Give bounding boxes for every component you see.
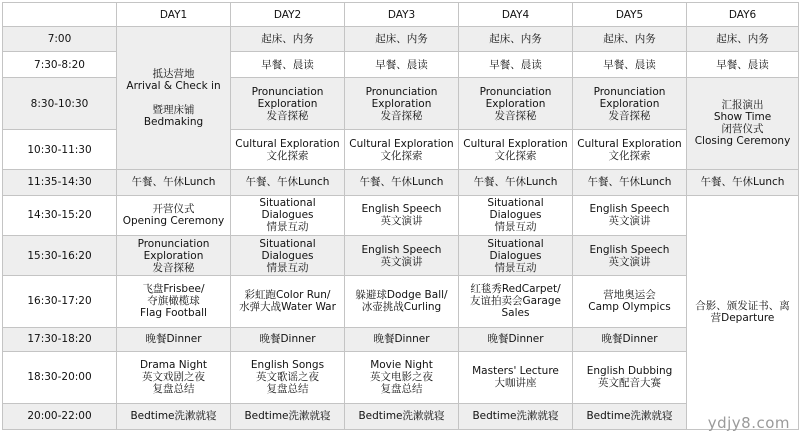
cell-line: English Songs (250, 359, 325, 372)
cell-line: 英文配音大赛 (598, 377, 661, 390)
cell-line: 夺旗橄榄球 (147, 295, 200, 308)
cell-line: 起床、内务 (603, 33, 656, 46)
cell-line: 情景互动 (494, 221, 537, 234)
cell-line: English Dubbing (586, 365, 673, 378)
cell-line: English Speech (361, 203, 442, 216)
activity-cell (117, 327, 231, 351)
activity-cell (573, 236, 687, 276)
activity-cell (573, 130, 687, 169)
time-slot: 15:30-16:20 (3, 236, 117, 276)
activity-cell (117, 195, 231, 235)
activity-cell (117, 403, 231, 429)
day-header: DAY5 (573, 3, 687, 27)
cell-line: Pronunciation (137, 237, 210, 250)
cell-line: 早餐、晨读 (261, 58, 314, 71)
cell-line: 冰壶挑战Curling (361, 301, 442, 314)
cell-line: Cultural Exploration (349, 137, 454, 150)
activity-cell (459, 327, 573, 351)
day-header: DAY1 (117, 3, 231, 27)
cell-line: Opening Ceremony (122, 215, 225, 228)
activity-cell (231, 78, 345, 130)
activity-cell (573, 276, 687, 327)
cell-line: Exploration (143, 249, 204, 262)
activity-cell (459, 27, 573, 52)
cell-line: Bedtime洗漱就寝 (472, 410, 559, 423)
activity-cell (231, 351, 345, 403)
activity-cell (345, 130, 459, 169)
activity-cell (345, 52, 459, 78)
cell-line: English Speech (589, 203, 670, 216)
cell-line: 水弹大战Water War (239, 301, 336, 314)
activity-cell (459, 351, 573, 403)
day6-departure-cell (687, 195, 799, 429)
table-row (3, 403, 799, 429)
activity-cell (345, 403, 459, 429)
activity-cell (231, 276, 345, 327)
time-slot: 16:30-17:20 (3, 276, 117, 327)
cell-line: 英文演讲 (608, 255, 651, 268)
cell-line: 文化探索 (494, 149, 537, 162)
cell-line: 午餐、午休Lunch (587, 176, 672, 189)
activity-cell (231, 52, 345, 78)
cell-line: 发音探秘 (608, 109, 651, 122)
activity-cell (573, 403, 687, 429)
activity-cell (459, 195, 573, 235)
table-row (3, 276, 799, 327)
cell-line: 发音探秘 (152, 261, 195, 274)
cell-line: 午餐、午休Lunch (359, 176, 444, 189)
day-header: DAY6 (687, 3, 799, 27)
cell-line: 晚餐Dinner (145, 333, 202, 346)
cell-line: 抵达营地 (152, 67, 195, 80)
activity-cell (345, 276, 459, 327)
activity-cell (459, 403, 573, 429)
cell-line: 起床、内务 (716, 33, 769, 46)
day-header: DAY3 (345, 3, 459, 27)
time-slot: 7:30-8:20 (3, 52, 117, 78)
cell-line: Drama Night (139, 359, 208, 372)
cell-line: 早餐、晨读 (489, 58, 542, 71)
activity-cell (573, 351, 687, 403)
activity-cell (231, 27, 345, 52)
cell-line: Movie Night (370, 359, 433, 372)
cell-line: 晚餐Dinner (601, 333, 658, 346)
cell-line: 暨理床铺 (152, 103, 195, 116)
cell-line: Exploration (485, 97, 546, 110)
cell-line: 起床、内务 (489, 33, 542, 46)
activity-cell (117, 169, 231, 195)
activity-cell (117, 351, 231, 403)
table-row (3, 351, 799, 403)
cell-line: 午餐、午休Lunch (700, 176, 785, 189)
cell-line: 复盘总结 (380, 383, 423, 396)
cell-line: 大咖讲座 (494, 377, 537, 390)
day6-showtime-cell (687, 78, 799, 169)
cell-line: Bedtime洗漱就寝 (586, 410, 673, 423)
cell-line: 午餐、午休Lunch (131, 176, 216, 189)
cell-line: 英文电影之夜 (370, 371, 433, 384)
activity-cell (345, 236, 459, 276)
cell-line: Situational Dialogues (487, 237, 544, 262)
table-row (3, 169, 799, 195)
cell-line: English Speech (361, 243, 442, 256)
cell-line: 合影、颁发证书、离 (695, 300, 790, 313)
time-slot: 18:30-20:00 (3, 351, 117, 403)
activity-cell (117, 276, 231, 327)
cell-line: Arrival & Check in (126, 79, 221, 92)
cell-line: Pronunciation (365, 85, 438, 98)
cell-line: 英文演讲 (380, 215, 423, 228)
activity-cell (573, 327, 687, 351)
cell-line: Pronunciation (593, 85, 666, 98)
activity-cell (231, 130, 345, 169)
corner-cell (3, 3, 117, 27)
cell-line: Bedmaking (143, 115, 204, 128)
cell-line: 营地奥运会 (603, 289, 656, 302)
activity-cell (687, 27, 799, 52)
cell-line: English Speech (589, 243, 670, 256)
cell-line: 晚餐Dinner (259, 333, 316, 346)
cell-line: 复盘总结 (266, 383, 309, 396)
table-row (3, 195, 799, 235)
activity-cell (687, 52, 799, 78)
activity-cell (231, 236, 345, 276)
day-header: DAY4 (459, 3, 573, 27)
cell-line: 彩虹跑Color Run/ (244, 289, 331, 302)
activity-cell (345, 351, 459, 403)
cell-line: 文化探索 (608, 149, 651, 162)
cell-line: 文化探索 (380, 149, 423, 162)
time-slot: 20:00-22:00 (3, 403, 117, 429)
activity-cell (573, 52, 687, 78)
activity-cell (459, 78, 573, 130)
cell-line: 友谊拍卖会Garage (470, 295, 561, 308)
cell-line: 发音探秘 (266, 109, 309, 122)
activity-cell (573, 78, 687, 130)
cell-line: 午餐、午休Lunch (473, 176, 558, 189)
cell-line: 飞盘Frisbee/ (142, 283, 205, 296)
cell-line: Situational Dialogues (259, 237, 316, 262)
activity-cell (459, 130, 573, 169)
cell-line: 情景互动 (494, 261, 537, 274)
time-slot: 14:30-15:20 (3, 195, 117, 235)
activity-cell (459, 52, 573, 78)
cell-line: 早餐、晨读 (375, 58, 428, 71)
cell-line: Exploration (257, 97, 318, 110)
cell-line: Bedtime洗漱就寝 (244, 410, 331, 423)
cell-line: 早餐、晨读 (716, 58, 769, 71)
cell-line: 英文戏剧之夜 (142, 371, 205, 384)
activity-cell (573, 169, 687, 195)
time-slot: 10:30-11:30 (3, 130, 117, 169)
cell-line: Masters' Lecture (472, 365, 559, 378)
activity-cell (459, 169, 573, 195)
cell-line: 起床、内务 (375, 33, 428, 46)
cell-line: 闭营仪式 (721, 123, 764, 136)
cell-line: Exploration (599, 97, 660, 110)
cell-line: 躲避球Dodge Ball/ (355, 289, 448, 302)
cell-line: Situational Dialogues (259, 197, 316, 222)
cell-line: Flag Football (140, 307, 207, 320)
schedule-table (2, 2, 799, 430)
cell-line: 晚餐Dinner (373, 333, 430, 346)
cell-line: Pronunciation (479, 85, 552, 98)
cell-line: Bedtime洗漱就寝 (358, 410, 445, 423)
activity-cell (459, 276, 573, 327)
header-row (3, 3, 799, 27)
time-slot: 17:30-18:20 (3, 327, 117, 351)
activity-cell (231, 327, 345, 351)
cell-line: 发音探秘 (380, 109, 423, 122)
table-row (3, 327, 799, 351)
time-slot: 7:00 (3, 27, 117, 52)
activity-cell (459, 236, 573, 276)
cell-line: Show Time (713, 111, 772, 124)
day-header: DAY2 (231, 3, 345, 27)
day1-arrival-cell (117, 27, 231, 170)
cell-line: Cultural Exploration (235, 137, 340, 150)
cell-line: Cultural Exploration (577, 137, 682, 150)
cell-line: 复盘总结 (152, 383, 195, 396)
cell-line: 情景互动 (266, 261, 309, 274)
cell-line: 文化探索 (266, 149, 309, 162)
cell-line: 英文歌谣之夜 (256, 371, 319, 384)
activity-cell (231, 169, 345, 195)
activity-cell (573, 195, 687, 235)
table-row (3, 27, 799, 52)
cell-line: 红毯秀RedCarpet/ (470, 283, 561, 296)
time-slot: 8:30-10:30 (3, 78, 117, 130)
cell-line: 开营仪式 (152, 203, 195, 216)
cell-line (119, 92, 228, 104)
activity-cell (345, 78, 459, 130)
activity-cell (345, 169, 459, 195)
cell-line: 情景互动 (266, 221, 309, 234)
activity-cell (117, 236, 231, 276)
cell-line: 午餐、午休Lunch (245, 176, 330, 189)
cell-line: Situational Dialogues (487, 197, 544, 222)
watermark: ydjy8.com (707, 414, 790, 432)
cell-line: Exploration (371, 97, 432, 110)
cell-line: Camp Olympics (588, 301, 671, 314)
cell-line: Bedtime洗漱就寝 (130, 410, 217, 423)
cell-line: 汇报演出 (721, 99, 764, 112)
activity-cell (573, 27, 687, 52)
cell-line: Closing Ceremony (694, 135, 791, 148)
table-row (3, 236, 799, 276)
activity-cell (687, 169, 799, 195)
cell-line: Sales (501, 307, 530, 320)
activity-cell (345, 27, 459, 52)
activity-cell (231, 403, 345, 429)
time-slot: 11:35-14:30 (3, 169, 117, 195)
cell-line: Cultural Exploration (463, 137, 568, 150)
activity-cell (345, 195, 459, 235)
activity-cell (231, 195, 345, 235)
activity-cell (345, 327, 459, 351)
cell-line: 英文演讲 (608, 215, 651, 228)
cell-line: 早餐、晨读 (603, 58, 656, 71)
cell-line: 营Departure (710, 312, 775, 325)
cell-line: 发音探秘 (494, 109, 537, 122)
cell-line: Pronunciation (251, 85, 324, 98)
cell-line: 晚餐Dinner (487, 333, 544, 346)
cell-line: 英文演讲 (380, 255, 423, 268)
cell-line: 起床、内务 (261, 33, 314, 46)
